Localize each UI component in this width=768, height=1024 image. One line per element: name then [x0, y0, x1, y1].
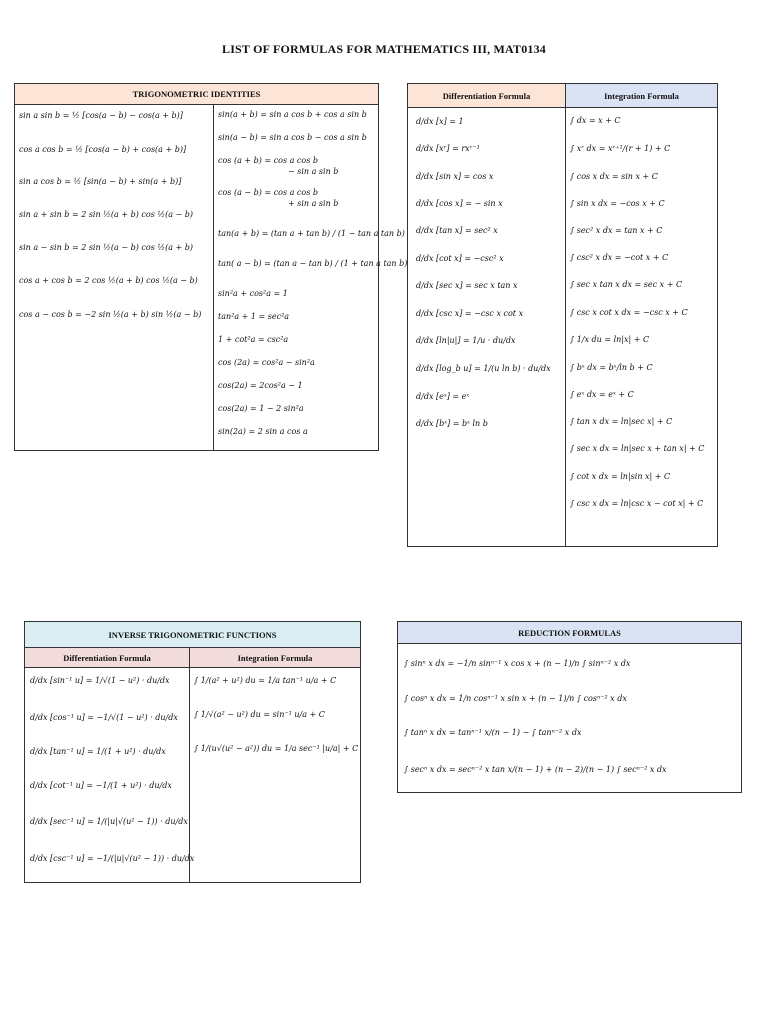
- int-formula: ∫ csc x dx = ln|csc x − cot x| + C: [570, 499, 704, 508]
- int-col: [566, 84, 717, 546]
- trig-formula: sin a cos b = ½ [sin(a − b) + sin(a + b)]: [19, 177, 182, 186]
- trig-formula: cos a + cos b = 2 cos ½(a + b) cos ½(a − b): [19, 276, 198, 285]
- inverse-diff-formula: d/dx [tan⁻¹ u] = 1/(1 + u²) · du/dx: [30, 747, 166, 756]
- inverse-diff-formula: d/dx [csc⁻¹ u] = −1/(|u|√(u² − 1)) · du/dx: [30, 854, 195, 863]
- int-formula: ∫ csc x cot x dx = −csc x + C: [570, 308, 688, 317]
- trig-formula: cos(2a) = 2cos²a − 1: [218, 381, 303, 390]
- diff-formula: d/dx [cot x] = −csc² x: [416, 254, 504, 263]
- trig-formula: sin a − sin b = 2 sin ½(a − b) cos ½(a + b): [19, 243, 194, 252]
- page-title: LIST OF FORMULAS FOR MATHEMATICS III, MAT0134: [221, 42, 547, 56]
- trig-formula: sin(a + b) = sin a cos b + cos a sin b: [218, 110, 367, 119]
- diff-formula: d/dx [ln|u|] = 1/u · du/dx: [416, 336, 516, 345]
- diff-formula: d/dx [sin x] = cos x: [416, 172, 494, 181]
- trig-formula: sin(a − b) = sin a cos b − cos a sin b: [218, 133, 367, 142]
- diff-formula: d/dx [bˣ] = bˣ ln b: [416, 419, 488, 428]
- int-formula: ∫ csc² x dx = −cot x + C: [570, 253, 669, 262]
- reduction-formula: ∫ cosⁿ x dx = 1/n cosⁿ⁻¹ x sin x + (n − 1)/n ∫ cosⁿ⁻² x dx: [404, 694, 627, 703]
- inverse-trig-table: [24, 621, 361, 883]
- trig-formula: cos (2a) = cos²a − sin²a: [218, 358, 315, 367]
- trig-formula: sin a sin b = ½ [cos(a − b) − cos(a + b)]: [19, 111, 183, 120]
- trig-formula: cos(2a) = 1 − 2 sin²a: [218, 404, 304, 413]
- diff-col: [408, 84, 566, 546]
- diff-int-table: [407, 83, 718, 547]
- trig-formula: sin²a + cos²a = 1: [218, 289, 288, 298]
- reduction-formula: ∫ secⁿ x dx = secⁿ⁻² x tan x/(n − 1) + (n − 2)/(n − 1) ∫ secⁿ⁻² x dx: [404, 765, 667, 774]
- int-formula: ∫ eˣ dx = eˣ + C: [570, 390, 634, 399]
- trig-right-col: [214, 105, 408, 450]
- inverse-diff-header: Differentiation Formula: [25, 648, 189, 668]
- trig-formula: + sin a sin b: [288, 199, 339, 208]
- inverse-int-formula: ∫ 1/(a² + u²) du = 1/a tan⁻¹ u/a + C: [194, 676, 337, 685]
- trig-header: TRIGONOMETRIC IDENTITIES: [15, 84, 378, 105]
- int-formula: ∫ xʳ dx = xʳ⁺¹/(r + 1) + C: [570, 144, 671, 153]
- diff-header: Differentiation Formula: [408, 84, 565, 108]
- diff-formula: d/dx [sec x] = sec x tan x: [416, 281, 518, 290]
- int-formula: ∫ tan x dx = ln|sec x| + C: [570, 417, 673, 426]
- diff-formula: d/dx [xʳ] = rxʳ⁻¹: [416, 144, 480, 153]
- diff-formula: d/dx [x] = 1: [416, 117, 464, 126]
- inverse-diff-col: [25, 648, 195, 882]
- reduction-formula: ∫ tanⁿ x dx = tanⁿ⁻¹ x/(n − 1) − ∫ tanⁿ⁻² x dx: [404, 728, 582, 737]
- inverse-diff-formula: d/dx [cot⁻¹ u] = −1/(1 + u²) · du/dx: [30, 781, 172, 790]
- diff-formula: d/dx [cos x] = − sin x: [416, 199, 503, 208]
- diff-formula: d/dx [log_b u] = 1/(u ln b) · du/dx: [416, 364, 551, 373]
- trig-formula: sin a + sin b = 2 sin ½(a + b) cos ½(a − b): [19, 210, 194, 219]
- trig-formula: cos a cos b = ½ [cos(a − b) + cos(a + b)]: [19, 145, 187, 154]
- int-formula: ∫ sin x dx = −cos x + C: [570, 199, 665, 208]
- inverse-diff-formula: d/dx [sin⁻¹ u] = 1/√(1 − u²) · du/dx: [30, 676, 170, 685]
- int-header: Integration Formula: [566, 84, 717, 108]
- int-formula: ∫ cos x dx = sin x + C: [570, 172, 658, 181]
- int-formula: ∫ 1/x du = ln|x| + C: [570, 335, 650, 344]
- trig-left-col: [15, 105, 214, 450]
- inverse-int-formula: ∫ 1/(u√(u² − a²)) du = 1/a sec⁻¹ |u/a| + C: [194, 744, 359, 753]
- diff-formula: d/dx [tan x] = sec² x: [416, 226, 498, 235]
- int-formula: ∫ cot x dx = ln|sin x| + C: [570, 472, 671, 481]
- int-formula: ∫ sec x dx = ln|sec x + tan x| + C: [570, 444, 705, 453]
- inverse-int-header: Integration Formula: [190, 648, 360, 668]
- int-formula: ∫ bˣ dx = bˣ/ln b + C: [570, 363, 653, 372]
- trig-formula: cos a − cos b = −2 sin ½(a + b) sin ½(a − b): [19, 310, 202, 319]
- diff-formula: d/dx [csc x] = −csc x cot x: [416, 309, 524, 318]
- inverse-diff-formula: d/dx [cos⁻¹ u] = −1/√(1 − u²) · du/dx: [30, 713, 178, 722]
- inverse-diff-formula: d/dx [sec⁻¹ u] = 1/(|u|√(u² − 1)) · du/dx: [30, 817, 188, 826]
- inverse-header: INVERSE TRIGONOMETRIC FUNCTIONS: [25, 622, 360, 648]
- trig-formula: tan²a + 1 = sec²a: [218, 312, 290, 321]
- int-formula: ∫ dx = x + C: [570, 116, 621, 125]
- reduction-formula: ∫ sinⁿ x dx = −1/n sinⁿ⁻¹ x cos x + (n − 1)/n ∫ sinⁿ⁻² x dx: [404, 659, 631, 668]
- reduction-header: REDUCTION FORMULAS: [398, 622, 741, 644]
- trig-identities-table: [14, 83, 408, 451]
- int-formula: ∫ sec x tan x dx = sec x + C: [570, 280, 683, 289]
- reduction-table: [397, 621, 742, 793]
- trig-formula: 1 + cot²a = csc²a: [218, 335, 289, 344]
- inverse-int-formula: ∫ 1/√(a² − u²) du = sin⁻¹ u/a + C: [194, 710, 325, 719]
- trig-formula: cos (a + b) = cos a cos b: [218, 156, 318, 165]
- trig-formula: cos (a − b) = cos a cos b: [218, 188, 318, 197]
- trig-formula: tan(a + b) = (tan a + tan b) / (1 − tan a tan b): [218, 229, 405, 238]
- trig-formula: − sin a sin b: [288, 167, 339, 176]
- int-formula: ∫ sec² x dx = tan x + C: [570, 226, 663, 235]
- diff-formula: d/dx [eˣ] = eˣ: [416, 392, 470, 401]
- inverse-int-col: [190, 648, 360, 882]
- trig-formula: sin(2a) = 2 sin a cos a: [218, 427, 308, 436]
- trig-formula: tan( a − b) = (tan a − tan b) / (1 + tan a tan b): [218, 259, 408, 268]
